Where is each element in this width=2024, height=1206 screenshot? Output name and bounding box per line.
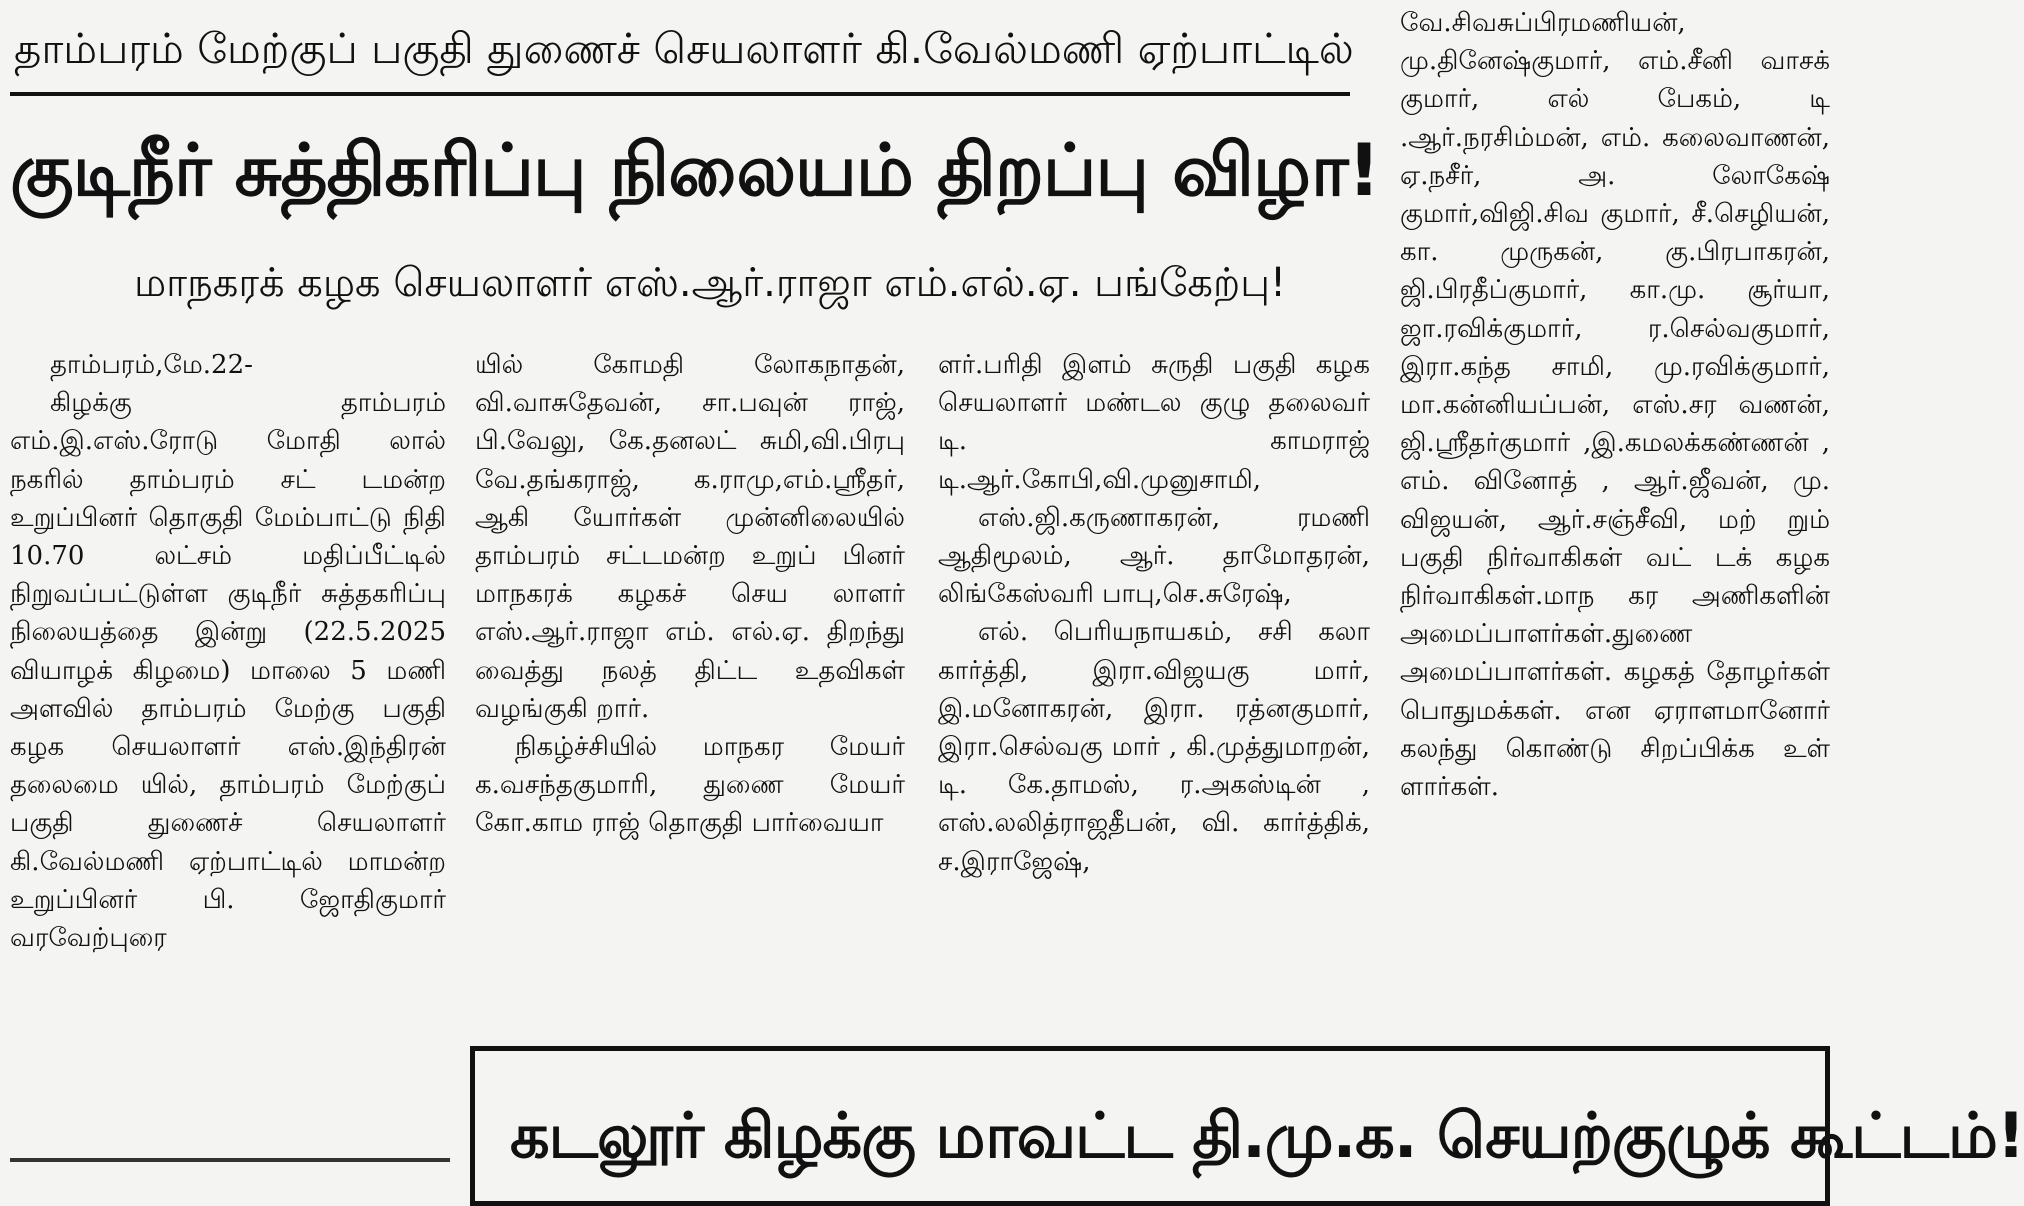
bottom-left-box-edge (10, 1158, 450, 1162)
column-4-paragraph-1: வே.சிவசுப்பிரமணியன், மு.தினேஷ்குமார், எம்.சீனி வாசக் குமார், எல் பேகம், டி .ஆர்.நரசிம்மன், எம். கலைவாணன், ஏ.நசீர், அ. லோகேஷ் குமார்,விஜி.சிவ குமார், சீ.செழியன், கா. முருகன், கு.பிரபாகரன், ஜி.பிரதீப்குமார், கா.மு. சூர்யா, ஜா.ரவிக்குமார், ர.செல்வகுமார், இரா.கந்த சாமி, மு.ரவிக்குமார், மா.கன்னியப்பன், எஸ்.சர வணன், ஜி.ஸ்ரீதர்குமார் ,இ.கமலக்கண்ணன் , எம். வினோத் , ஆர்.ஜீவன், மு. விஜயன், ஆர்.சஞ்சீவி, மற் றும் பகுதி நிர்வாகிகள் வட் டக் கழக நிர்வாகிகள்.மாந கர அணிகளின் அமைப்பாளர்கள்.துணை அமைப்பாளர்கள். கழகத் தோழர்கள் பொதுமக்கள். என ஏராளமானோர் கலந்து கொண்டு சிறப்பிக்க உள் ளார்கள். (1400, 8, 1830, 803)
headline-rule (10, 92, 1350, 96)
article-subhead: மாநகரக் கழக செயலாளர் எஸ்.ஆர்.ராஜா எம்.எல்.ஏ. பங்கேற்பு! (133, 260, 1286, 306)
column-1-paragraph-1: கிழக்கு தாம்பரம் எம்.இ.எஸ்.ரோடு மோதி லால் நகரில் தாம்பரம் சட் டமன்ற உறுப்பினர் தொகுதி மேம்பாட்டு நிதி 10.70 லட்சம் மதிப்பீட்டில் நிறுவப்பட்டுள்ள குடிநீர் சுத்தகரிப்பு நிலையத்தை இன்று (22.5.2025 வியாழக் கிழமை) மாலை 5 மணி அளவில் தாம்பரம் மேற்கு பகுதி கழக செயலாளர் எஸ்.இந்திரன் தலைமை யில், தாம்பரம் மேற்குப் பகுதி துணைச் செயலாளர் கி.வேல்மணி ஏற்பாட்டில் மாமன்ற உறுப்பினர் பி. ஜோதிகுமார் வரவேற்புரை (10, 388, 446, 954)
article-column-3 (938, 346, 1370, 1026)
column-3-paragraph-3: எல். பெரியநாயகம், சசி கலா கார்த்தி, இரா.விஜயகு மார், இ.மனோகரன், இரா. ரத்னகுமார், இரா.செல்வகு மார் , கி.முத்துமாறன், டி. கே.தாமஸ், ர.அகஸ்டின் , எஸ்.லலித்ராஜதீபன், வி. கார்த்திக், ச.இராஜேஷ், (938, 617, 1370, 877)
dateline: தாம்பரம்,மே.22- (50, 350, 253, 380)
column-3-paragraph-1: ளர்.பரிதி இளம் சுருதி பகுதி கழக செயலாளர் மண்டல குழு தலைவர் டி. காமராஜ் டி.ஆர்.கோபி,வி.முனுசாமி, (938, 350, 1370, 495)
article-column-2 (475, 346, 905, 1026)
column-2-paragraph-2: நிகழ்ச்சியில் மாநகர மேயர் க.வசந்தகுமாரி, துணை மேயர் கோ.காம ராஜ் தொகுதி பார்வையா (475, 732, 905, 839)
article-column-4 (1400, 4, 1830, 1034)
article-column-1 (10, 346, 446, 1156)
column-2-paragraph-1: யில் கோமதி லோகநாதன், வி.வாசுதேவன், சா.பவுன் ராஜ், பி.வேலு, கே.தனலட் சுமி,வி.பிரபு வே.தங்கராஜ், க.ராமு,எம்.ஸ்ரீதர், ஆகி யோர்கள் முன்னிலையில் தாம்பரம் சட்டமன்ற உறுப் பினர் மாநகரக் கழகச் செய லாளர் எஸ்.ஆர்.ராஜா எம். எல்.ஏ. திறந்து வைத்து நலத் திட்ட உதவிகள் வழங்குகி றார். (475, 350, 905, 724)
next-article-headline: கடலூர் கிழக்கு மாவட்ட தி.மு.க. செயற்குழுக் கூட்டம்! (510, 1099, 2024, 1172)
article-kicker: தாம்பரம் மேற்குப் பகுதி துணைச் செயலாளர் கி.வேல்மணி ஏற்பாட்டில் (14, 24, 1354, 73)
column-3-paragraph-2: எஸ்.ஜி.கருணாகரன், ரமணி ஆதிமூலம், ஆர். தாமோதரன், லிங்கேஸ்வரி பாபு,செ.சுரேஷ், (938, 502, 1370, 610)
article-headline: குடிநீர் சுத்திகரிப்பு நிலையம் திறப்பு விழா! (10, 128, 1380, 212)
